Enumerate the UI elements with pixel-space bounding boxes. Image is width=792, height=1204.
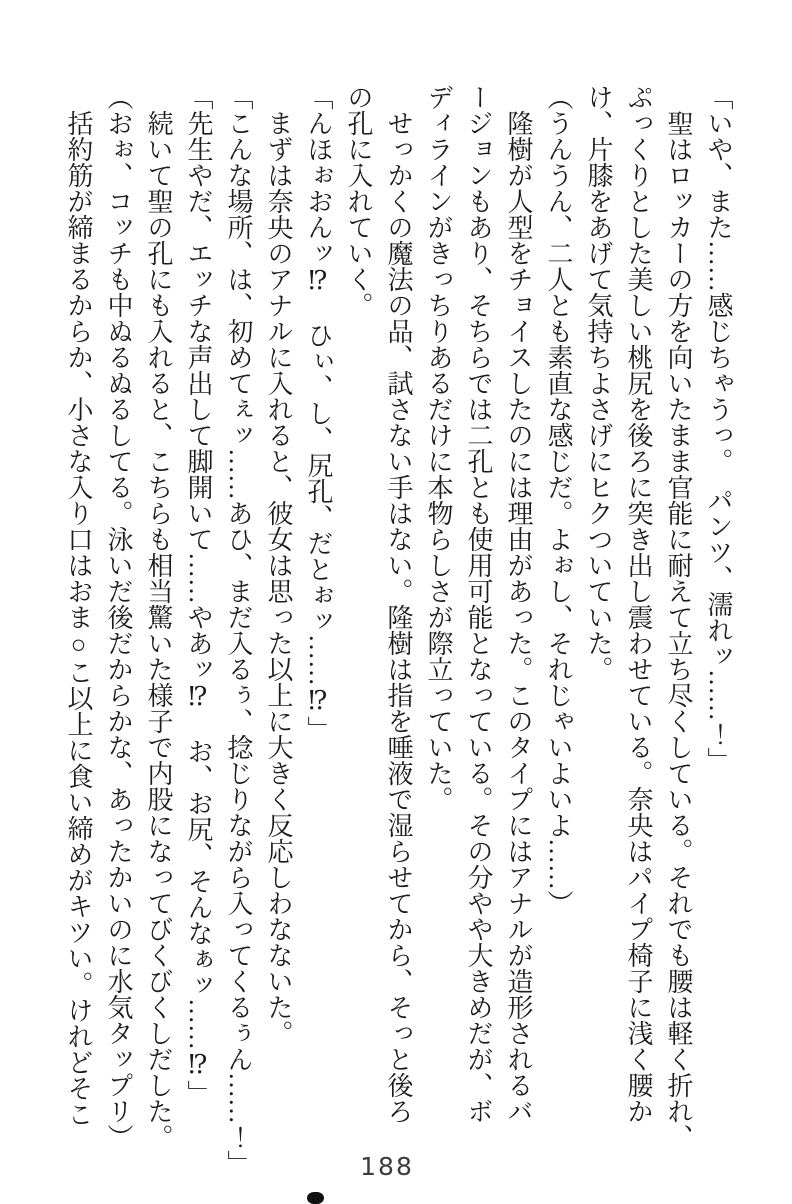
text-line: ぷっくりとした美しい桃尻を後ろに突き出し震わせている。奈央はパイプ椅子に浅く腰か (624, 84, 653, 1124)
text-line: せっかくの魔法の品、試さない手はない。隆樹は指を唾液で湿らせてから、そっと後ろ (384, 110, 413, 1124)
ink-dot (307, 1192, 324, 1204)
text-line: 括約筋が締まるからか、小さな入り口はおま○こ以上に食い締めがキツい。けれどそこ (64, 110, 93, 1127)
text-line: 聖はロッカーの方を向いたまま官能に耐えて立ち尽くしている。それでも腰は軽く折れ、 (664, 110, 693, 1150)
text-line: まずは奈央のアナルに入れると、彼女は思った以上に大きく反応しわなないた。 (264, 110, 293, 1046)
text-line: 「こんな場所、は、初めてぇッ……あひ、まだ入るぅ、捻じりながら入ってくるぅん……！」 (224, 84, 253, 1176)
text-line: 「いや、また……感じちゃうっ。 パンツ、濡れッ……！」 (704, 84, 733, 773)
text-line: 「先生やだ、エッチな声出して脚開いて……やあッ⁉ お、お尻、そんなぁッ……⁉」 (184, 84, 213, 1106)
text-line: ディラインがきっちりあるだけに本物らしさが際立っていた。 (424, 84, 453, 812)
text-line: ージョンもあり、そちらでは二孔とも使用可能となっている。その分やや大きめだが、ボ (464, 84, 493, 1124)
text-line: け、片膝をあげて気持ちよさげにヒクついていた。 (584, 84, 613, 682)
page-text (58, 84, 738, 1204)
text-line: 「んほぉおんッ⁉ ひぃ、し、尻孔、だとぉッ……⁉」 (304, 84, 333, 742)
page-number: 188 (360, 1152, 414, 1181)
text-line: （うんうん、二人とも素直な感じだ。よぉし、それじゃいよいよ……） (544, 84, 573, 916)
text-line: 隆樹が人型をチョイスしたのには理由があった。このタイプにはアナルが造形されるバ (504, 110, 533, 1124)
text-line: 続いて聖の孔にも入れると、こちらも相当驚いた様子で内股になってびくびくしだした。 (144, 110, 173, 1150)
text-line: （おぉ、コッチも中ぬるぬるしてる。泳いだ後だからかな、あったかいのに水気タップリ） (104, 84, 133, 1150)
text-line: の孔に入れていく。 (344, 84, 373, 318)
